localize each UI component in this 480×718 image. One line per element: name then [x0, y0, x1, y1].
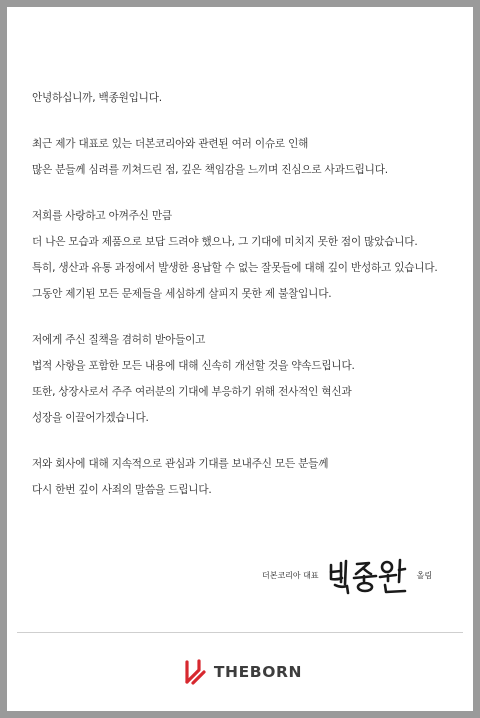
paragraph-line: 최근 제가 대표로 있는 더본코리아와 관련된 여러 이슈로 인해 — [32, 138, 309, 150]
footer-divider — [17, 632, 463, 633]
brand-name: THEBORN — [213, 663, 303, 681]
letter-body — [32, 85, 462, 503]
paragraph-line: 특히, 생산과 유통 과정에서 발생한 용납할 수 없는 잘못들에 대해 깊이 반성하고 있습니다. — [32, 262, 438, 274]
paragraph-line: 더 나은 모습과 제품으로 보답 드려야 했으나, 그 기대에 미치지 못한 점이 많았습니다. — [32, 236, 418, 248]
signature-block — [262, 555, 432, 595]
signer-title: 더본코리아 대표 — [262, 570, 319, 580]
paragraph-line: 많은 분들께 심려를 끼쳐드린 점, 깊은 책임감을 느끼며 진심으로 사과드립니다. — [32, 164, 388, 176]
paragraph-line: 또한, 상장사로서 주주 여러분의 기대에 부응하기 위해 전사적인 혁신과 — [32, 386, 352, 398]
letter-page — [7, 7, 473, 711]
handwritten-signature — [327, 555, 415, 595]
closing-word: 올림 — [416, 570, 433, 580]
brand-footer — [7, 657, 473, 687]
paragraph-line: 성장을 이끌어가겠습니다. — [32, 412, 149, 424]
theborn-logo-icon — [178, 657, 208, 687]
paragraph-line: 법적 사항을 포함한 모든 내용에 대해 신속히 개선할 것을 약속드립니다. — [32, 360, 355, 372]
paragraph-line: 그동안 제기된 모든 문제들을 세심하게 살피지 못한 제 불찰입니다. — [32, 288, 332, 300]
paragraph-line: 저와 회사에 대해 지속적으로 관심과 기대를 보내주신 모든 분들께 — [32, 458, 329, 470]
paragraph-line: 저에게 주신 질책을 겸허히 받아들이고 — [32, 334, 206, 346]
paragraph-line: 저희를 사랑하고 아껴주신 만큼 — [32, 210, 172, 222]
paragraph-line: 다시 한번 깊이 사죄의 말씀을 드립니다. — [32, 484, 212, 496]
greeting-line: 안녕하십니까, 백종원입니다. — [32, 92, 162, 104]
